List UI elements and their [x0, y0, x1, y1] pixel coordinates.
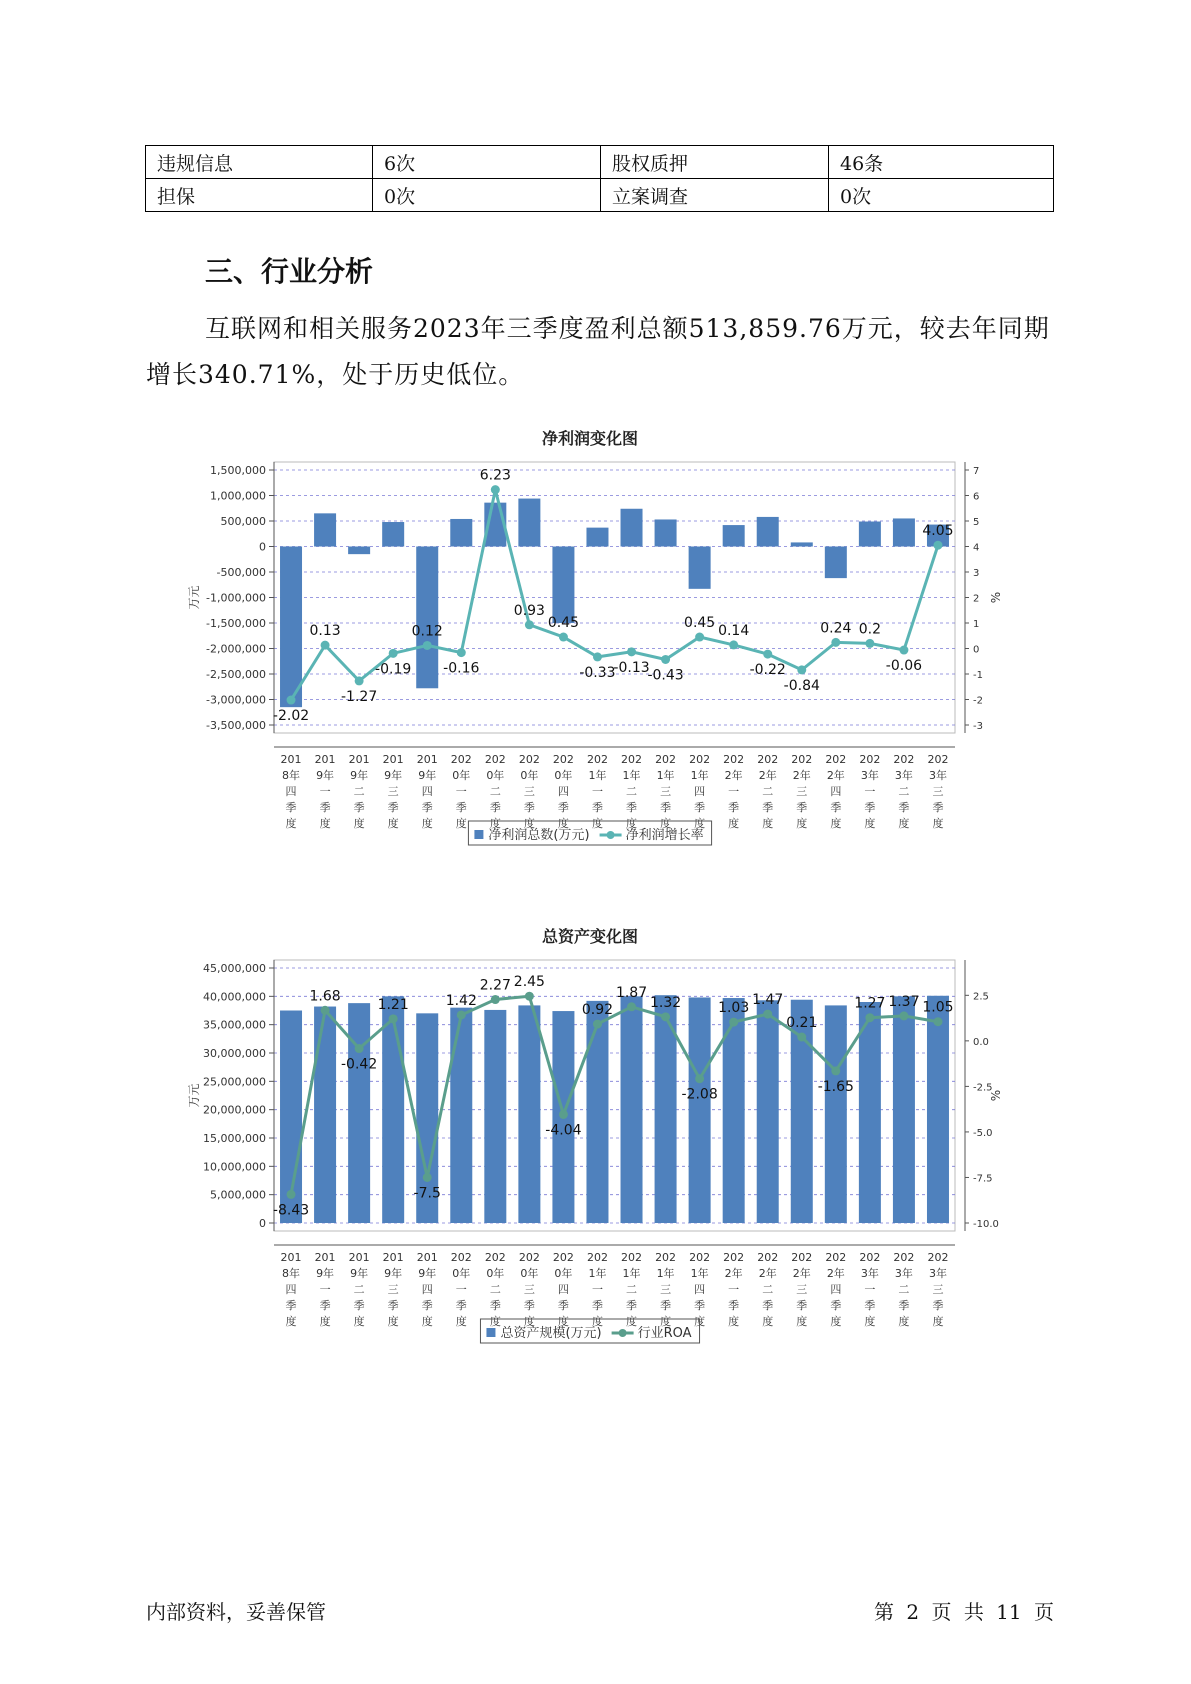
x-tick-label: 202 2年三季度: [791, 753, 813, 830]
bar: [280, 547, 302, 708]
legend-swatch-bar: [474, 830, 483, 839]
right-axis-label: %: [989, 1089, 1003, 1102]
x-tick-label: 202 1年一季度: [586, 753, 608, 830]
x-tick-label: 202 2年一季度: [723, 1251, 745, 1328]
x-tick-label: 202 2年四季度: [825, 1251, 847, 1328]
data-label: 2.45: [513, 974, 545, 991]
table-cell: 0次: [373, 179, 601, 212]
data-label: 1.87: [615, 984, 648, 1001]
left-tick-label: 15,000,000: [203, 1132, 266, 1145]
bar: [859, 1002, 881, 1223]
left-tick-label: 40,000,000: [203, 990, 266, 1004]
line-point: [933, 1017, 942, 1026]
x-tick-label: 202 0年三季度: [518, 1251, 540, 1328]
page-number: 第 2 页 共 11 页: [874, 1600, 1054, 1624]
x-tick-label: 202 1年三季度: [655, 1251, 677, 1328]
x-tick-label: 201 9年四季度: [416, 1251, 438, 1328]
x-tick-label: 202 3年二季度: [893, 753, 915, 830]
table-cell: 46条: [829, 146, 1054, 179]
x-tick-label: 202 2年一季度: [723, 753, 745, 830]
total-assets-chart: [180, 918, 1003, 1378]
data-label: -7.5: [413, 1185, 441, 1202]
line-point: [695, 1074, 704, 1083]
legend-label: 总资产规模(万元): [500, 1326, 602, 1341]
bar: [893, 996, 915, 1223]
line-point: [457, 648, 466, 657]
data-label: -4.04: [545, 1122, 582, 1139]
analysis-paragraph: 互联网和相关服务2023年三季度盈利总额513,859.76万元，较去年同期增长340.71%，处于历史低位。: [146, 314, 1050, 389]
data-label: 1.32: [649, 994, 682, 1011]
line-point: [321, 641, 330, 650]
right-tick-label: -5.0: [973, 1127, 993, 1139]
line-point: [831, 1066, 840, 1075]
left-tick-label: 35,000,000: [203, 1018, 266, 1032]
data-label: -0.43: [647, 667, 684, 684]
data-label: 1.68: [309, 988, 341, 1005]
data-label: 4.05: [922, 523, 954, 540]
data-label: -0.19: [375, 661, 412, 678]
right-tick-label: 3: [973, 568, 980, 579]
data-label: 0.21: [786, 1015, 818, 1032]
x-tick-label: 201 8年四季度: [280, 753, 302, 830]
bar: [450, 1008, 472, 1223]
line-point: [627, 647, 636, 656]
data-label: 2.27: [479, 977, 511, 994]
bar: [586, 1001, 608, 1223]
x-tick-label: 202 2年二季度: [757, 753, 779, 830]
x-tick-label: 202 3年三季度: [927, 1251, 949, 1328]
line-point: [695, 633, 704, 642]
bar: [518, 1005, 540, 1223]
chart-title: 净利润变化图: [541, 429, 639, 448]
data-label: 0.2: [858, 621, 882, 638]
data-label: 0.45: [684, 615, 716, 632]
section-title: 三、行业分析: [205, 255, 374, 288]
data-label: 0.12: [411, 623, 443, 640]
x-tick-label: 202 3年一季度: [859, 753, 881, 830]
left-tick-label: 0: [259, 540, 266, 554]
x-tick-label: 202 2年三季度: [791, 1251, 813, 1328]
x-tick-label: 202 1年四季度: [689, 753, 711, 830]
bar: [927, 996, 949, 1223]
bar: [825, 547, 847, 579]
line-point: [355, 1044, 364, 1053]
table-cell: 0次: [829, 179, 1054, 212]
x-tick-label: 202 1年一季度: [586, 1251, 608, 1328]
legend-label: 净利润增长率: [625, 828, 704, 843]
line-point: [729, 1018, 738, 1027]
left-tick-label: -2,000,000: [206, 642, 266, 656]
bar: [382, 996, 404, 1223]
chart-title: 总资产变化图: [541, 927, 639, 946]
x-tick-label: 202 1年三季度: [655, 753, 677, 830]
line-point: [593, 1020, 602, 1029]
left-tick-label: -3,000,000: [206, 693, 266, 707]
x-tick-label: 202 1年四季度: [689, 1251, 711, 1328]
data-label: -0.42: [341, 1056, 378, 1073]
data-label: -0.13: [613, 659, 650, 676]
data-label: -0.84: [783, 677, 820, 694]
bar: [689, 547, 711, 589]
bar: [484, 1010, 506, 1223]
data-label: -0.06: [885, 658, 923, 675]
bar: [382, 522, 404, 546]
x-tick-label: 202 0年二季度: [484, 753, 506, 830]
data-label: 0.45: [547, 615, 580, 632]
legend-swatch-marker: [607, 831, 615, 839]
line-point: [525, 620, 534, 629]
line-point: [287, 696, 296, 705]
info-table: [145, 145, 1054, 212]
x-tick-label: 202 3年一季度: [859, 1251, 881, 1328]
x-tick-label: 201 9年一季度: [314, 753, 336, 830]
left-tick-label: -500,000: [216, 566, 266, 579]
data-label: -0.22: [749, 662, 786, 679]
left-tick-label: 25,000,000: [203, 1075, 266, 1089]
line-point: [389, 649, 398, 658]
table-cell: 立案调查: [601, 179, 829, 212]
table-cell: 股权质押: [601, 146, 829, 179]
line-point: [865, 639, 874, 648]
x-tick-label: 201 9年三季度: [382, 753, 404, 830]
line-point: [423, 641, 432, 650]
bar: [757, 1000, 779, 1223]
right-tick-label: 1: [973, 619, 980, 630]
left-tick-label: -2,500,000: [206, 668, 266, 681]
bar: [621, 996, 643, 1223]
x-tick-label: 202 3年二季度: [893, 1251, 915, 1328]
line-point: [831, 638, 840, 647]
right-tick-label: 6: [973, 491, 980, 503]
x-tick-label: 202 0年四季度: [552, 753, 574, 830]
data-label: 1.05: [922, 999, 954, 1016]
table-cell: 6次: [373, 146, 601, 179]
x-tick-label: 201 9年四季度: [416, 753, 438, 830]
table-cell: 违规信息: [146, 146, 373, 179]
data-label: 1.27: [854, 995, 886, 1012]
bar: [621, 509, 643, 547]
data-label: -1.65: [817, 1078, 854, 1095]
bar: [723, 525, 745, 546]
bar: [586, 528, 608, 547]
bar: [655, 519, 677, 546]
x-tick-label: 202 2年四季度: [825, 753, 847, 830]
line-point: [661, 655, 670, 664]
x-tick-label: 202 0年一季度: [450, 753, 472, 830]
legend-label: 净利润总数(万元): [488, 828, 590, 843]
x-tick-label: 202 0年三季度: [518, 753, 540, 830]
data-label: 1.42: [445, 992, 477, 1009]
data-label: -0.33: [579, 664, 616, 681]
left-tick-label: 1,000,000: [210, 489, 266, 503]
left-tick-label: 5,000,000: [210, 1188, 266, 1202]
left-tick-label: -3,500,000: [206, 719, 266, 732]
left-tick-label: 10,000,000: [203, 1160, 266, 1174]
line-point: [355, 676, 364, 685]
data-label: -0.16: [443, 660, 480, 677]
data-label: -1.27: [341, 688, 378, 705]
net-profit-chart: [180, 420, 1003, 880]
right-tick-label: -2.5: [973, 1082, 993, 1094]
data-label: -2.08: [681, 1086, 718, 1103]
line-point: [491, 995, 500, 1004]
right-tick-label: -10.0: [973, 1219, 999, 1230]
left-tick-label: 500,000: [220, 515, 266, 528]
right-tick-label: -3: [973, 721, 983, 732]
line-point: [321, 1006, 330, 1015]
data-label: 0.92: [581, 1002, 614, 1019]
bar: [314, 1007, 336, 1223]
data-label: 0.93: [513, 602, 545, 619]
right-tick-label: -7.5: [973, 1173, 993, 1185]
data-label: 1.37: [888, 993, 920, 1010]
left-tick-label: 20,000,000: [203, 1103, 266, 1117]
line-point: [797, 665, 806, 674]
line-point: [389, 1014, 398, 1023]
left-tick-label: 0: [259, 1217, 266, 1230]
data-label: 1.03: [718, 1000, 750, 1017]
legend-label: 行业ROA: [637, 1326, 692, 1341]
table-row: [146, 179, 1054, 212]
footer-note: 内部资料，妥善保管: [146, 1600, 326, 1624]
plot-area: [274, 960, 955, 1231]
table-row: [146, 146, 1054, 179]
bar: [348, 547, 370, 555]
bar: [552, 547, 574, 624]
data-label: 0.24: [820, 620, 852, 637]
x-tick-label: 202 2年二季度: [757, 1251, 779, 1328]
bar: [825, 1005, 847, 1223]
left-axis-label: 万元: [187, 585, 201, 610]
line-point: [899, 646, 908, 655]
line-point: [899, 1011, 908, 1020]
data-label: 0.14: [718, 622, 750, 639]
left-axis-label: 万元: [187, 1083, 201, 1108]
right-tick-label: 2: [973, 593, 980, 605]
data-label: -8.43: [272, 1202, 310, 1219]
line-point: [287, 1190, 296, 1199]
right-tick-label: 2.5: [973, 991, 989, 1003]
bar: [450, 519, 472, 547]
bar: [689, 997, 711, 1223]
bar: [791, 542, 813, 546]
x-tick-label: 201 8年四季度: [280, 1251, 302, 1328]
line-point: [559, 633, 568, 642]
legend-swatch-marker: [619, 1329, 627, 1337]
right-axis-label: %: [989, 591, 1003, 604]
right-tick-label: 0: [973, 644, 980, 656]
data-label: 0.13: [309, 623, 341, 640]
left-tick-label: -1,500,000: [206, 617, 266, 630]
line-point: [763, 650, 772, 659]
x-tick-label: 201 9年二季度: [348, 1251, 370, 1328]
bar: [348, 1003, 370, 1223]
line-point: [933, 541, 942, 550]
x-tick-label: 202 0年一季度: [450, 1251, 472, 1328]
right-tick-label: 0.0: [973, 1036, 989, 1048]
right-tick-label: -2: [973, 695, 983, 707]
right-tick-label: 5: [973, 517, 980, 528]
bar: [859, 522, 881, 547]
x-tick-label: 202 0年四季度: [552, 1251, 574, 1328]
bar: [757, 517, 779, 547]
data-label: -2.02: [272, 708, 310, 725]
line-point: [661, 1012, 670, 1021]
line-point: [763, 1010, 772, 1019]
line-point: [797, 1033, 806, 1042]
line-point: [491, 485, 500, 494]
x-tick-label: 202 0年二季度: [484, 1251, 506, 1328]
line-point: [627, 1002, 636, 1011]
table-cell: 担保: [146, 179, 373, 212]
line-point: [457, 1010, 466, 1019]
x-tick-label: 202 1年二季度: [621, 753, 643, 830]
line-point: [559, 1110, 568, 1119]
x-tick-label: 202 3年三季度: [927, 753, 949, 830]
bar: [518, 499, 540, 547]
line-point: [865, 1013, 874, 1022]
left-tick-label: 1,500,000: [210, 464, 266, 477]
right-tick-label: 7: [973, 466, 980, 477]
left-tick-label: 45,000,000: [203, 962, 266, 975]
left-tick-label: -1,000,000: [206, 591, 266, 605]
right-tick-label: -1: [973, 670, 983, 681]
x-tick-label: 201 9年三季度: [382, 1251, 404, 1328]
left-tick-label: 30,000,000: [203, 1047, 266, 1060]
legend-swatch-bar: [486, 1328, 495, 1337]
bar: [893, 518, 915, 546]
right-tick-label: 4: [973, 542, 980, 554]
line-point: [593, 652, 602, 661]
x-tick-label: 201 9年一季度: [314, 1251, 336, 1328]
x-tick-label: 201 9年二季度: [348, 753, 370, 830]
bar: [723, 998, 745, 1223]
x-tick-label: 202 1年二季度: [621, 1251, 643, 1328]
line-point: [525, 992, 534, 1001]
bar: [314, 513, 336, 546]
data-label: 1.47: [752, 992, 784, 1009]
data-label: 6.23: [479, 467, 511, 484]
data-label: 1.21: [377, 996, 409, 1013]
line-point: [423, 1173, 432, 1182]
line-point: [729, 640, 738, 649]
bar: [416, 547, 438, 689]
